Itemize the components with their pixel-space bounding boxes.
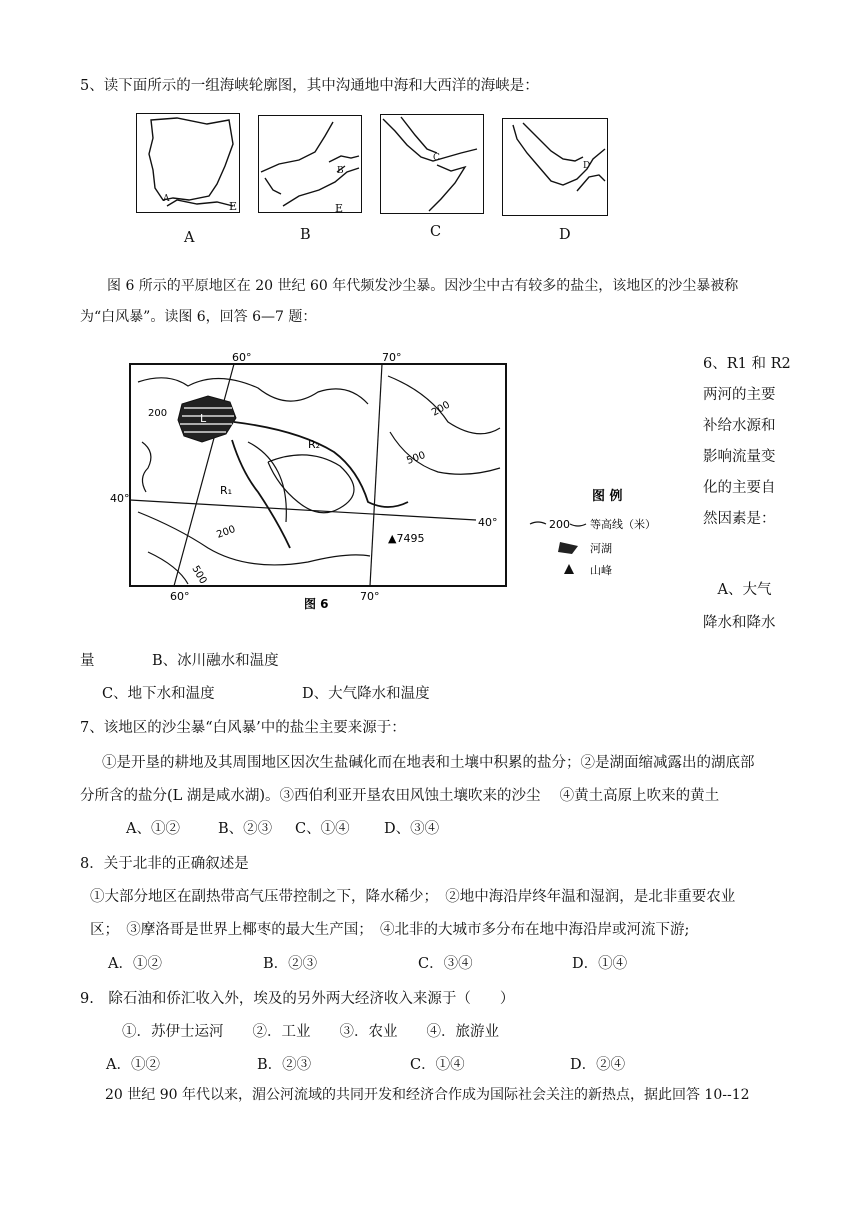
river-r1-label: R₁ [220,484,233,497]
figure-caption: 图 6 [304,597,329,610]
map-a-point-label: A [163,194,170,204]
figure-6-map [108,352,688,610]
q7-option-d: D、③④ [384,821,440,837]
lat-label-right: 40° [478,516,498,529]
legend-peak-icon [564,564,574,574]
q6-option-d: D、大气降水和温度 [302,686,430,702]
contour-label-200-a: 200 [430,399,453,419]
lon-label-70-top: 70° [382,352,402,364]
intro6-line2: 为“白风暴”。读图 6，回答 6—7 题： [80,309,317,325]
caption-b: B [300,227,311,243]
intro6-line1: 图 6 所示的平原地区在 20 世纪 60 年代频发沙尘暴。因沙尘中古有较多的盐尘，该地区的沙尘暴被称 [107,278,739,294]
contour-label-200-b: 200 [215,523,237,541]
q8-body-line1: ①大部分地区在副热带高气压带控制之下，降水稀少； ②地中海沿岸终年温和湿润，是北非重要农业 [90,889,736,905]
peak-label: ▲7495 [388,532,425,545]
q9-option-c: C．①④ [410,1057,465,1073]
q7-body-line1: ①是开垦的耕地及其周围地区因次生盐碱化而在地表和土壤中积累的盐分；②是湖面缩减露出的湖底部 [102,755,755,771]
strait-map-d [502,118,608,216]
lon-label-60-top: 60° [232,352,252,364]
contour-label-500-a: 500 [405,449,427,467]
contour-label-500-b: 500 [189,564,209,587]
map-b-point-label: B [337,166,344,176]
q8-stem: 8．关于北非的正确叙述是 [80,856,249,872]
q7-option-a: A、①② [126,821,180,837]
strait-map-b [258,115,362,213]
q8-option-c: C．③④ [418,956,473,972]
q8-option-d: D．①④ [572,956,628,972]
meridian-70 [370,364,382,586]
river-r2-label: R₂ [308,438,321,451]
q7-stem: 7、该地区的沙尘暴“白风暴’中的盐尘主要来源于： [80,720,406,736]
q7-option-b: B、②③ [218,821,273,837]
q6-option-a-tail: 量 [80,653,95,669]
legend-peak-label: 山峰 [590,564,612,577]
map-d-point-label: D [583,161,591,171]
map-b-e-label: E [335,202,344,215]
q6-side-line-1: 6、R1 和 R2 [703,356,791,372]
q6-option-c: C、地下水和温度 [102,686,215,702]
lon-label-70-bottom: 70° [360,590,380,603]
caption-a: A [184,230,195,246]
strait-map-c [380,114,484,214]
lake-l [178,396,236,442]
q10-12-intro: 20 世纪 90 年代以来，湄公河流域的共同开发和经济合作成为国际社会关注的新热点，据此回答 10--12 [105,1087,750,1103]
q6-side-line-2: 两河的主要 [703,387,776,403]
strait-map-d-outline [503,119,607,215]
strait-map-a-outline [137,114,239,212]
q6-side-line-8: 降水和降水 [703,615,776,631]
lake-label: L [200,412,207,425]
q8-option-a: A．①② [108,956,162,972]
q9-option-a: A．①② [106,1057,160,1073]
caption-c: C [430,224,442,240]
q6-side-line-7: A、大气 [703,582,772,598]
strait-map-b-outline [259,116,361,212]
q6-option-b: B、冰川融水和温度 [152,653,279,669]
q8-body-line2: 区； ③摩洛哥是世界上椰枣的最大生产国； ④北非的大城市多分布在地中海沿岸或河流下游; [90,922,690,938]
legend-contour-label: 等高线（米） [590,518,656,531]
river-r1 [232,440,290,548]
q9-items: ①．苏伊士运河 ②．工业 ③．农业 ④．旅游业 [122,1024,499,1040]
q9-option-d: D．②④ [570,1057,626,1073]
q9-stem: 9. 除石油和侨汇收入外，埃及的另外两大经济收入来源于（ ） [80,991,515,1007]
legend-contour-sample: 200 [549,518,570,531]
q7-body-line2: 分所含的盐分(L 湖是咸水湖)。③西伯利亚开垦农田风蚀土壤吹来的沙尘 ④黄土高原上吹来的黄土 [80,788,720,804]
q9-option-b: B．②③ [257,1057,312,1073]
lat-label-left: 40° [110,492,130,505]
legend-title: 图 例 [592,489,623,504]
figure-6-drawing [108,352,688,610]
q6-side-line-3: 补给水源和 [703,418,776,434]
caption-d: D [559,227,571,243]
map-a-e-label: E [229,200,238,213]
strait-map-c-outline [381,115,483,213]
contour-label-200-c: 200 [148,408,168,419]
map-c-point-label: C [433,153,440,163]
legend-lake-icon [558,542,578,554]
q7-option-c: C、①④ [295,821,350,837]
legend-lake-label: 河湖 [590,542,612,555]
lon-label-60-bottom: 60° [170,590,190,603]
q6-side-line-6: 然因素是： [703,511,776,527]
q6-side-line-5: 化的主要自 [703,480,776,496]
map-frame [130,364,506,586]
q8-option-b: B．②③ [263,956,318,972]
parallel-40 [130,500,476,520]
q5-stem: 5、读下面所示的一组海峡轮廓图，其中沟通地中海和大西洋的海峡是： [80,78,539,94]
strait-map-a [136,113,240,213]
q6-side-line-4: 影响流量变 [703,449,776,465]
